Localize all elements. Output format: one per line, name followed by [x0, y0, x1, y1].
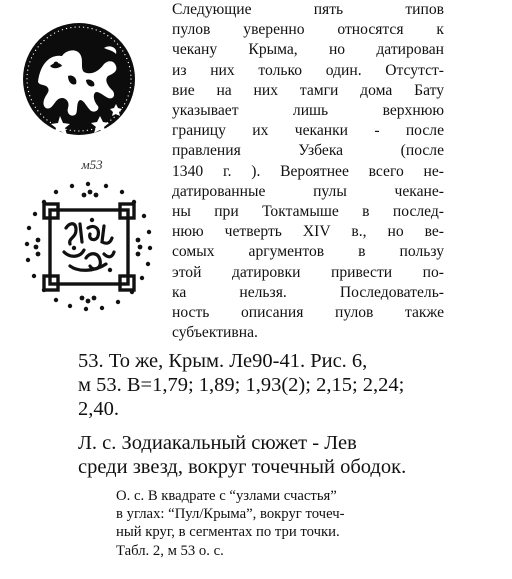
side-text-line: 1340 г. ). Вероятнее всего не-: [172, 162, 444, 180]
side-text-line: из них только один. Отсутст-: [172, 61, 444, 79]
side-text-line: сомых аргументов в пользу: [172, 243, 444, 261]
side-text-line: ны при Токтамыше в послед-: [172, 203, 444, 221]
side-text-line: чекану Крыма, но датирован: [172, 41, 444, 59]
side-text-line: датированные пулы чеканe-: [172, 182, 444, 200]
square-knots-coin-drawing: [22, 178, 154, 314]
side-text-line: ность описания пулов также: [172, 304, 444, 322]
side-text-line: правления Узбека (после: [172, 142, 444, 160]
side-text-line: вие на них тамги дома Бату: [172, 81, 444, 99]
obverse-line: Л. с. Зодиакальный сюжет - Лев: [78, 432, 357, 454]
side-text-paragraph: [172, 0, 444, 343]
catalog-line: 53. То же, Крым. Ле90-41. Рис. 6,: [78, 350, 368, 372]
side-text-line: пулов уверенно относятся к: [172, 21, 444, 39]
reverse-line: в углах: “Пул/Крыма”, вокруг точеч-: [116, 506, 345, 523]
side-text-line: этой датировки привести по-: [172, 263, 444, 281]
catalog-line: 2,40.: [78, 398, 119, 420]
side-text-line: нюю четверть XIV в., но ве-: [172, 223, 444, 241]
side-text-line: указывает лишь верхнюю: [172, 102, 444, 120]
reverse-description: [116, 487, 441, 560]
side-text-line: Следующие пять типов: [172, 1, 444, 18]
catalog-line: м 53. В=1,79; 1,89; 1,93(2); 2,15; 2,24;: [78, 374, 405, 396]
side-text-line: границу их чеканки - после: [172, 122, 444, 140]
reverse-line: Табл. 2, м 53 о. с.: [116, 542, 224, 559]
side-text-line: ка нельзя. Последователь-: [172, 283, 444, 301]
obverse-description: [78, 431, 478, 479]
catalog-entry: [78, 349, 478, 421]
reverse-line: ный круг, в сегментах по три точки.: [116, 524, 340, 541]
reverse-line: О. с. В квадрате с “узлами счастья”: [116, 488, 337, 504]
figure-label: м53: [81, 157, 103, 172]
side-text-line: субъективна.: [172, 324, 258, 342]
lion-coin-drawing: [20, 20, 138, 138]
obverse-line: среди звезд, вокруг точечный ободок.: [78, 456, 407, 478]
